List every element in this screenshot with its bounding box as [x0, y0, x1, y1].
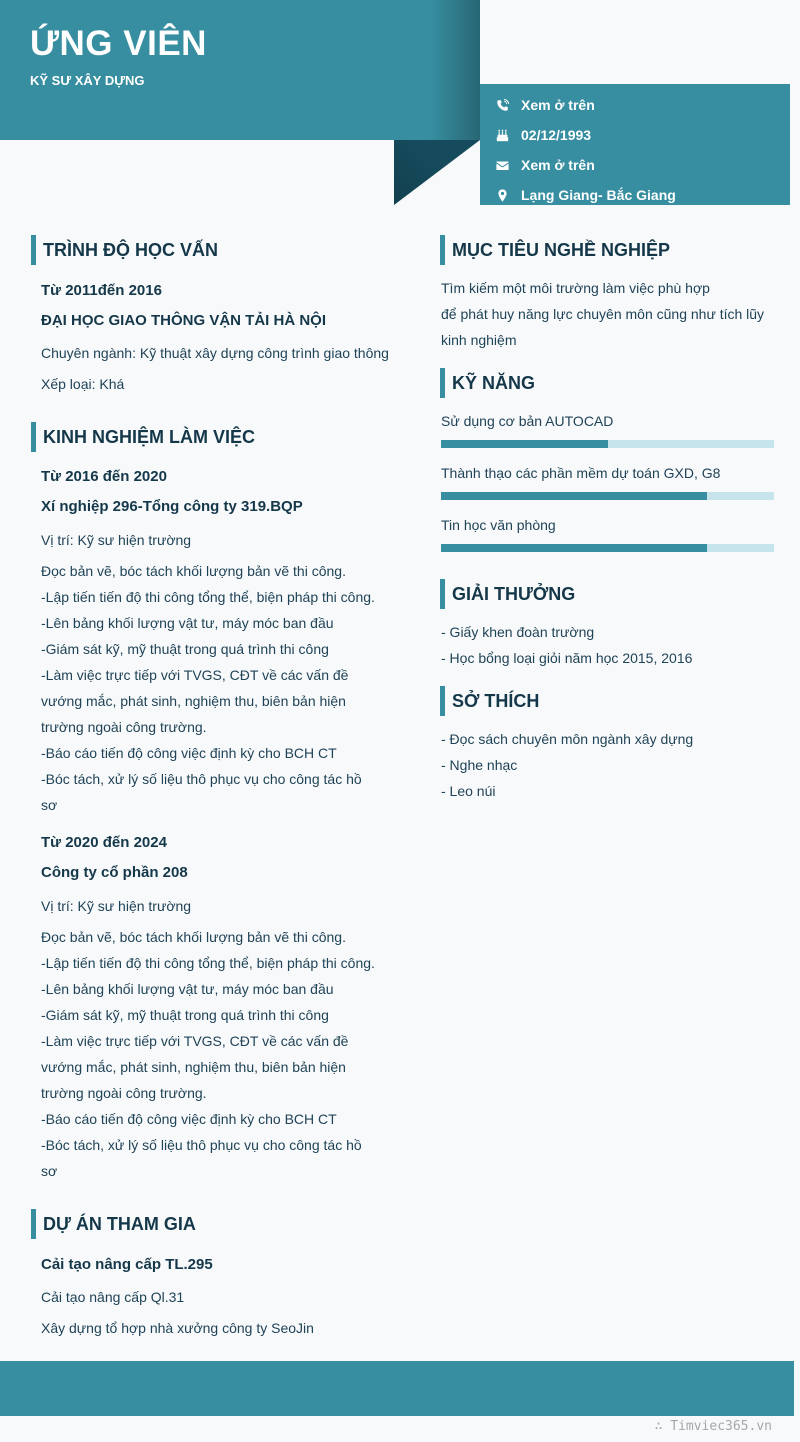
education-grade: Xếp loại: Khá: [41, 376, 125, 392]
hobby-item: - Nghe nhạc: [441, 757, 518, 773]
contact-box: [480, 84, 790, 205]
job-duty-line: vướng mắc, phát sinh, nghiệm thu, biên bản hiện: [41, 693, 346, 709]
job-duty-line: -Lên bảng khối lượng vật tư, máy móc ban đầu: [41, 615, 334, 631]
job-duty-line: -Giám sát kỹ, mỹ thuật trong quá trình thi công: [41, 641, 329, 657]
job-duty-line: -Làm việc trực tiếp với TVGS, CĐT về các vấn đề: [41, 1033, 349, 1049]
objective-line: Tìm kiếm một môi trường làm việc phù hợp: [441, 280, 710, 296]
skill-name: Tin học văn phòng: [441, 517, 556, 533]
skill-bar: [441, 544, 774, 552]
skill-bar: [441, 440, 774, 448]
education-school: ĐẠI HỌC GIAO THÔNG VẬN TẢI HÀ NỘI: [41, 312, 326, 329]
job-period: Từ 2020 đến 2024: [41, 834, 167, 851]
header-band: [0, 0, 480, 140]
job-duty-line: -Bóc tách, xử lý số liệu thô phục vụ cho công tác hồ: [41, 1137, 362, 1153]
education-major: Chuyên ngành: Kỹ thuật xây dựng công trình giao thông: [41, 345, 389, 361]
phone-icon: [496, 99, 509, 112]
contact-address: [496, 185, 676, 205]
project-item: Xây dựng tổ hợp nhà xưởng công ty SeoJin: [41, 1320, 314, 1336]
award-item: - Học bổng loại giỏi năm học 2015, 2016: [441, 650, 693, 666]
project-item: Cải tạo nâng cấp Ql.31: [41, 1289, 185, 1305]
objective-line: để phát huy năng lực chuyên môn cũng như tích lũy: [441, 306, 765, 322]
job-duty-line: -Bóc tách, xử lý số liệu thô phục vụ cho công tác hồ: [41, 771, 362, 787]
footer-band: [0, 1361, 794, 1416]
objective-title: MỤC TIÊU NGHỀ NGHIỆP: [440, 235, 670, 265]
header-fold-shadow: [430, 0, 480, 140]
job-company: Công ty cổ phần 208: [41, 864, 188, 881]
job-duty-line: sơ: [41, 797, 58, 813]
contact-birthday-value: 02/12/1993: [521, 127, 592, 143]
skill-name: Sử dụng cơ bản AUTOCAD: [441, 413, 614, 429]
map-marker-icon: [496, 189, 509, 202]
contact-phone-value: Xem ở trên: [521, 97, 595, 113]
job-duty-line: -Báo cáo tiến độ công việc định kỳ cho BCH CT: [41, 745, 337, 761]
candidate-job-title: KỸ SƯ XÂY DỰNG: [30, 73, 145, 88]
job-duty-line: -Lập tiến tiến độ thi công tổng thể, biện pháp thi công.: [41, 589, 375, 605]
hobby-item: - Đọc sách chuyên môn ngành xây dựng: [441, 731, 694, 747]
job-duty-line: sơ: [41, 1163, 58, 1179]
job-duty-line: vướng mắc, phát sinh, nghiệm thu, biên bản hiện: [41, 1059, 346, 1075]
job-duty-line: Đọc bản vẽ, bóc tách khối lượng bản vẽ thi công.: [41, 929, 346, 945]
contact-address-value: Lạng Giang- Bắc Giang: [521, 187, 676, 203]
job-duty-line: trường ngoài công trường.: [41, 1085, 207, 1101]
envelope-icon: [496, 159, 509, 172]
candidate-name: ỨNG VIÊN: [30, 24, 207, 63]
awards-title: GIẢI THƯỞNG: [440, 579, 575, 609]
job-duty-line: -Giám sát kỹ, mỹ thuật trong quá trình thi công: [41, 1007, 329, 1023]
job-duty-line: -Lên bảng khối lượng vật tư, máy móc ban đầu: [41, 981, 334, 997]
job-position: Vị trí: Kỹ sư hiện trường: [41, 532, 192, 548]
watermark: ∴ Timviec365.vn: [654, 1419, 772, 1434]
experience-title: KINH NGHIỆM LÀM VIỆC: [31, 422, 255, 452]
job-duty-line: -Báo cáo tiến độ công việc định kỳ cho BCH CT: [41, 1111, 337, 1127]
hobbies-title: SỞ THÍCH: [440, 686, 539, 716]
job-period: Từ 2016 đến 2020: [41, 468, 167, 485]
projects-title: DỰ ÁN THAM GIA: [31, 1209, 196, 1239]
contact-phone: [496, 95, 595, 115]
education-title: TRÌNH ĐỘ HỌC VẤN: [31, 235, 218, 265]
job-position: Vị trí: Kỹ sư hiện trường: [41, 898, 192, 914]
contact-email: [496, 155, 595, 175]
job-company: Xí nghiệp 296-Tổng công ty 319.BQP: [41, 498, 303, 515]
skills-title: KỸ NĂNG: [440, 368, 535, 398]
hobby-item: - Leo núi: [441, 783, 496, 799]
project-main: Cải tạo nâng cấp TL.295: [41, 1256, 213, 1273]
job-duty-line: trường ngoài công trường.: [41, 719, 207, 735]
education-period: Từ 2011đến 2016: [41, 282, 162, 299]
contact-birthday: [496, 125, 591, 145]
skill-bar: [441, 492, 774, 500]
job-duty-line: -Làm việc trực tiếp với TVGS, CĐT về các vấn đề: [41, 667, 349, 683]
objective-line: kinh nghiệm: [441, 332, 517, 348]
job-duty-line: -Lập tiến tiến độ thi công tổng thể, biện pháp thi công.: [41, 955, 375, 971]
skill-name: Thành thạo các phần mềm dự toán GXD, G8: [441, 465, 721, 481]
contact-email-value: Xem ở trên: [521, 157, 595, 173]
skill-bar-fill: [441, 492, 707, 500]
birthday-cake-icon: [496, 129, 509, 142]
skill-bar-fill: [441, 440, 608, 448]
skill-bar-fill: [441, 544, 707, 552]
job-duty-line: Đọc bản vẽ, bóc tách khối lượng bản vẽ thi công.: [41, 563, 346, 579]
award-item: - Giấy khen đoàn trường: [441, 624, 595, 640]
